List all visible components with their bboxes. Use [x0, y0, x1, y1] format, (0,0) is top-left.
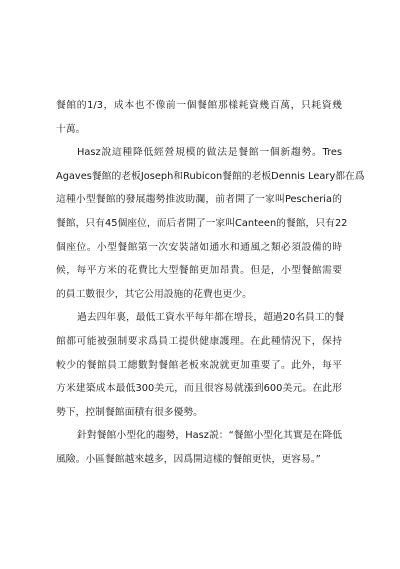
text-line: 針對餐館小型化的趨勢，Hasz説：“餐館小型化其實是在降低	[77, 430, 342, 442]
text-line: 較少的餐館員工總數對餐館老板來說就更加重要了。此外，每平	[56, 359, 342, 371]
text-line: 餐館，只有45個座位，而后者開了一家叫Canteen的餐館，只有22	[56, 217, 348, 229]
text-line: 過去四年裏，最低工資水平每年都在增長，超過20名員工的餐	[77, 312, 345, 324]
text-line: 館都可能被强制要求爲員工提供健康護理。在此種情況下，保持	[56, 335, 342, 347]
text-line: 候，每平方米的花費比大型餐館更加昂貴。但是，小型餐館需要	[56, 265, 342, 277]
text-line: 方米建築成本最低300美元，而且很容易就漲到600美元。在此形	[56, 383, 342, 395]
text-line: 的員工數很少，其它公用設施的花費也更少。	[56, 288, 252, 300]
text-line: Agaves餐館的老板Joseph和Rubicon餐館的老板Dennis Leary都在爲	[56, 170, 365, 182]
text-line: 勢下，控制餐館面積有很多優勢。	[56, 406, 203, 418]
text-line: 這種小型餐館的發展趨勢推波助瀾，前者開了一家叫Pescheria的	[56, 194, 342, 206]
text-line: 風險。小區餐館越來越多，因爲開這樣的餐館更快，更容易。”	[56, 453, 321, 465]
text-line: 餐館的1/3，成本也不像前一個餐館那樣耗資幾百萬，只耗資幾	[56, 100, 342, 111]
text-line: Hasz說這種降低經營規模的做法是餐館一個新趨勢。Tres	[77, 147, 342, 159]
text-line: 十萬。	[56, 123, 86, 135]
body-text	[56, 94, 365, 472]
text-line: 個座位。小型餐館第一次安裝諸如通水和通風之類必須設備的時	[56, 241, 342, 253]
